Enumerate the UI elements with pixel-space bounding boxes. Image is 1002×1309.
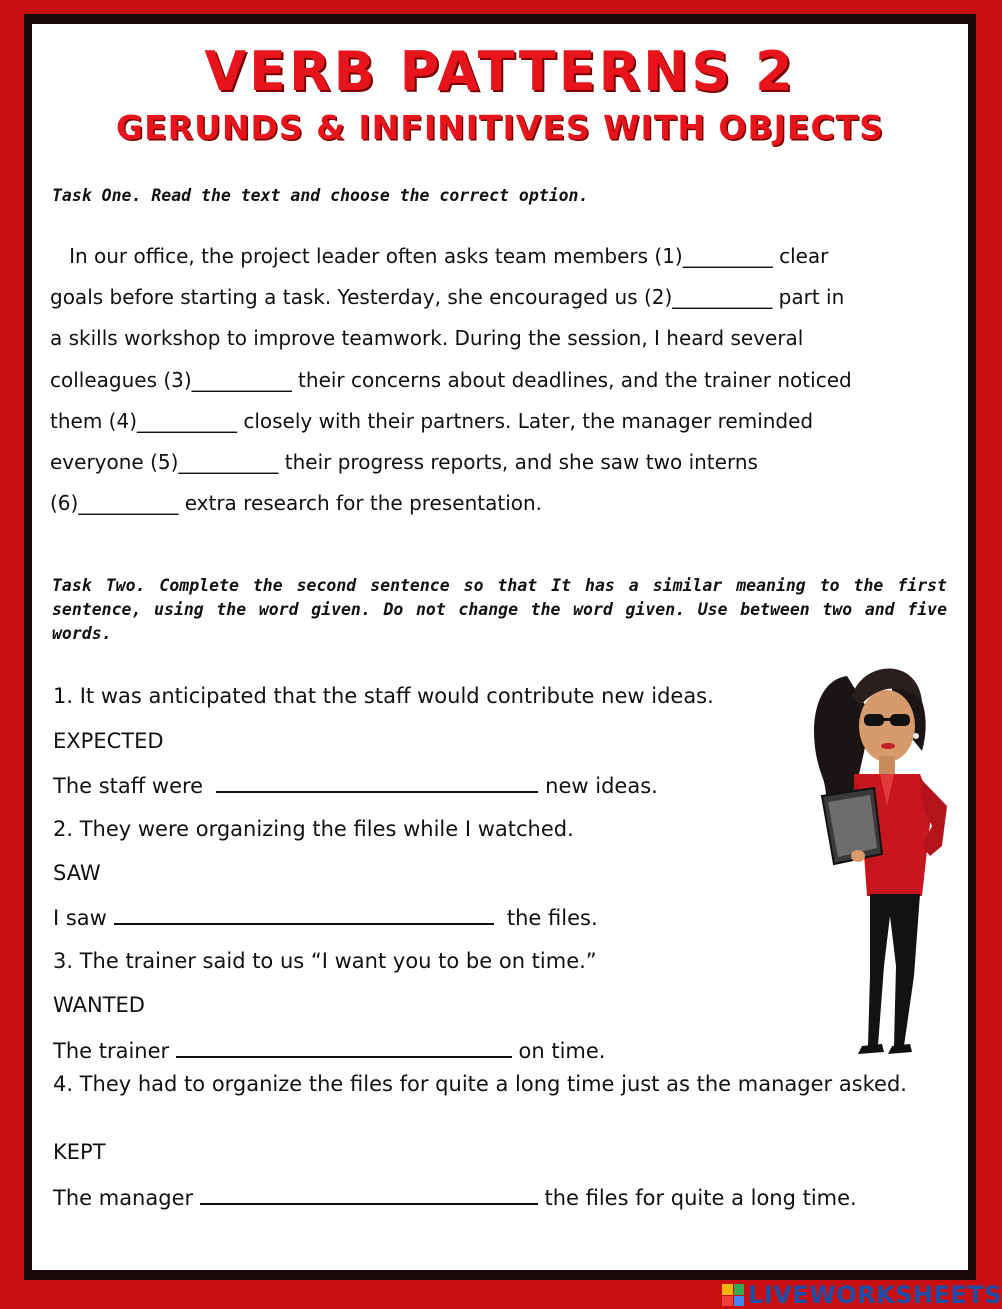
page-subtitle: GERUNDS & INFINITIVES WITH OBJECTS — [116, 108, 884, 147]
liveworksheets-logo — [722, 1281, 1002, 1309]
answer-end: the files. — [493, 906, 598, 930]
logo-icon — [722, 1284, 744, 1306]
question-1-sentence: 1. It was anticipated that the staff would contribute new ideas. — [53, 684, 714, 708]
question-2-sentence: 2. They were organizing the files while I watched. — [53, 817, 574, 841]
answer-start: The manager — [53, 1186, 200, 1210]
passage-line: everyone (5)__________ their progress reports, and she saw two interns — [50, 450, 758, 475]
passage-line: a skills workshop to improve teamwork. During the session, I heard several — [50, 326, 804, 351]
question-4-answer-line — [53, 1183, 857, 1212]
answer-blank[interactable] — [176, 1036, 512, 1058]
answer-end: new ideas. — [538, 774, 658, 798]
question-4-sentence: 4. They had to organize the files for quite a long time just as the manager asked. — [53, 1072, 907, 1096]
answer-blank[interactable] — [216, 771, 538, 793]
question-3-sentence: 3. The trainer said to us “I want you to be on time.” — [53, 949, 597, 973]
worksheet — [32, 24, 1002, 1309]
passage-line: In our office, the project leader often asks team members (1)_________ clear — [50, 244, 829, 268]
passage-line: them (4)__________ closely with their partners. Later, the manager reminded — [50, 408, 814, 433]
question-3-answer-line — [53, 1036, 605, 1065]
answer-start: The staff were — [53, 774, 210, 798]
passage-line: colleagues (3)__________ their concerns about deadlines, and the trainer noticed — [50, 367, 852, 392]
task-two-heading: Task Two. Complete the second sentence so that It has a similar meaning to the first sentence, using the word given. Do not change the word given. Use between two and five words. — [52, 576, 947, 643]
answer-start: The trainer — [53, 1039, 176, 1063]
question-4-keyword: KEPT — [53, 1140, 106, 1164]
question-3-keyword: WANTED — [53, 993, 145, 1017]
page-title: VERB PATTERNS 2 — [204, 40, 796, 103]
question-1-answer-line — [53, 771, 658, 800]
task-one-passage — [50, 236, 950, 524]
question-2-keyword: SAW — [53, 861, 101, 885]
question-2-answer-line — [53, 903, 598, 932]
passage-line: (6)__________ extra research for the presentation. — [50, 491, 543, 516]
answer-end: on time. — [511, 1039, 606, 1063]
answer-start: I saw — [53, 906, 114, 930]
task-one-heading: Task One. Read the text and choose the correct option. — [52, 186, 589, 205]
passage-line: goals before starting a task. Yesterday, she encouraged us (2)__________ part in — [50, 285, 845, 310]
question-1-keyword: EXPECTED — [53, 729, 164, 753]
answer-end: the files for quite a long time. — [537, 1186, 857, 1210]
answer-blank[interactable] — [114, 903, 494, 925]
logo-text: LIVEWORKSHEETS — [748, 1281, 1002, 1309]
businesswoman-illustration — [792, 656, 962, 1056]
answer-blank[interactable] — [200, 1183, 538, 1205]
